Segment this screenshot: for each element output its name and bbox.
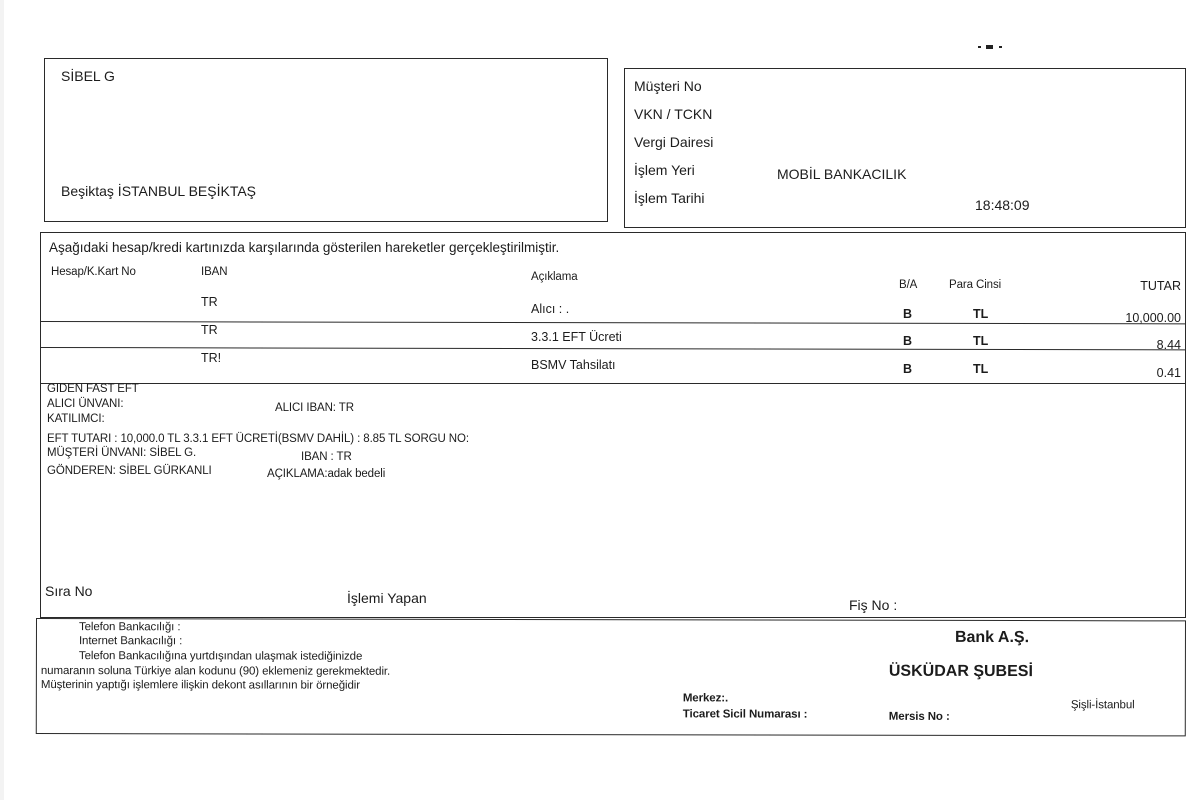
detail-alici-iban: ALICI IBAN: TR [275,402,354,414]
value-islem-saati: 18:48:09 [975,197,1030,213]
customer-name: SİBEL G [61,68,115,84]
branch-name: ÜSKÜDAR ŞUBESİ [888,662,1033,681]
detail-musteri-iban: IBAN : TR [301,451,352,463]
footer-city: Şişli-İstanbul [1070,699,1135,712]
footer-merkez: Merkez:. [682,692,729,705]
row3-divider [41,383,1185,384]
row2-iban: TR [201,323,218,337]
footer-telefon-bankaciligi: Telefon Bankacılığı : [78,621,181,634]
transaction-info-box [624,68,1186,228]
transactions-box [40,232,1186,618]
bank-name: Bank A.Ş. [954,628,1030,647]
footer-alan-kodu-note: numaranın soluna Türkiye alan kodunu (90) eklemeniz gerekmektedir. [40,665,391,678]
footer-dekont-note: Müşterinin yaptığı işlemlere ilişkin dekont asıllarının bir örneğidir [40,679,360,692]
row2-divider [41,347,1185,350]
row2-currency: TL [973,334,989,348]
header-amount: TUTAR [1140,279,1181,293]
customer-box [44,58,608,222]
row3-iban: TR! [201,351,222,365]
row2-description: 3.3.1 EFT Ücreti [531,330,622,344]
detail-aciklama: AÇIKLAMA:adak bedeli [267,468,386,480]
row3-currency: TL [973,362,989,376]
customer-address: Beşiktaş İSTANBUL BEŞİKTAŞ [61,183,257,199]
footer-box [36,618,1186,736]
row1-iban: TR [201,295,218,309]
row1-currency: TL [973,307,989,321]
detail-alici-unvani: ALICI ÜNVANI: [47,398,124,410]
footer-mersis: Mersis No : [888,710,950,723]
notice-text: Aşağıdaki hesap/kredi kartınızda karşılarında gösterilen hareketler gerçekleştirilmiştir. [49,240,560,255]
footer-internet-bankaciligi: Internet Bankacılığı : [78,635,183,648]
row1-amount: 10,000.00 [1125,311,1181,325]
detail-katilimci: KATILIMCI: [47,413,105,425]
row3-ba: B [903,362,913,376]
row1-ba: B [903,307,913,321]
scan-edge [0,0,4,800]
label-musteri-no: Müşteri No [634,78,702,94]
detail-eft-tutari: EFT TUTARI : 10,000.0 TL 3.3.1 EFT ÜCRETİ(BSMV DAHİL) : 8.85 TL SORGU NO: [47,433,469,445]
row3-description: BSMV Tahsilatı [531,358,616,372]
fis-no-label: Fiş No : [849,597,898,613]
row3-amount: 0.41 [1156,366,1181,380]
row1-description: Alıcı : . [531,302,570,316]
label-islem-tarihi: İşlem Tarihi [634,190,705,206]
row2-ba: B [903,334,913,348]
scan-specks [978,44,1006,50]
footer-yurtdisi-note: Telefon Bankacılığına yurtdışından ulaşmak istediğinizde [78,650,363,663]
detail-giden-fast-eft: GIDEN FAST EFT [47,383,139,395]
header-currency: Para Cinsi [949,279,1002,291]
header-ba: B/A [899,279,918,291]
footer-ticaret-sicil: Ticaret Sicil Numarası : [682,708,808,721]
detail-musteri-unvani: MÜŞTERİ ÜNVANI: SİBEL G. [47,447,197,459]
header-account: Hesap/K.Kart No [51,266,136,278]
sira-no-label: Sıra No [45,583,93,599]
header-iban: IBAN [201,266,228,278]
row2-amount: 8.44 [1156,338,1181,352]
islemi-yapan-label: İşlemi Yapan [347,590,427,606]
detail-gonderen: GÖNDEREN: SİBEL GÜRKANLI [47,465,212,477]
label-vkn-tckn: VKN / TCKN [634,106,713,122]
header-description: Açıklama [531,271,578,283]
label-vergi-dairesi: Vergi Dairesi [634,134,714,150]
value-islem-yeri: MOBİL BANKACILIK [777,166,907,182]
label-islem-yeri: İşlem Yeri [634,162,695,178]
